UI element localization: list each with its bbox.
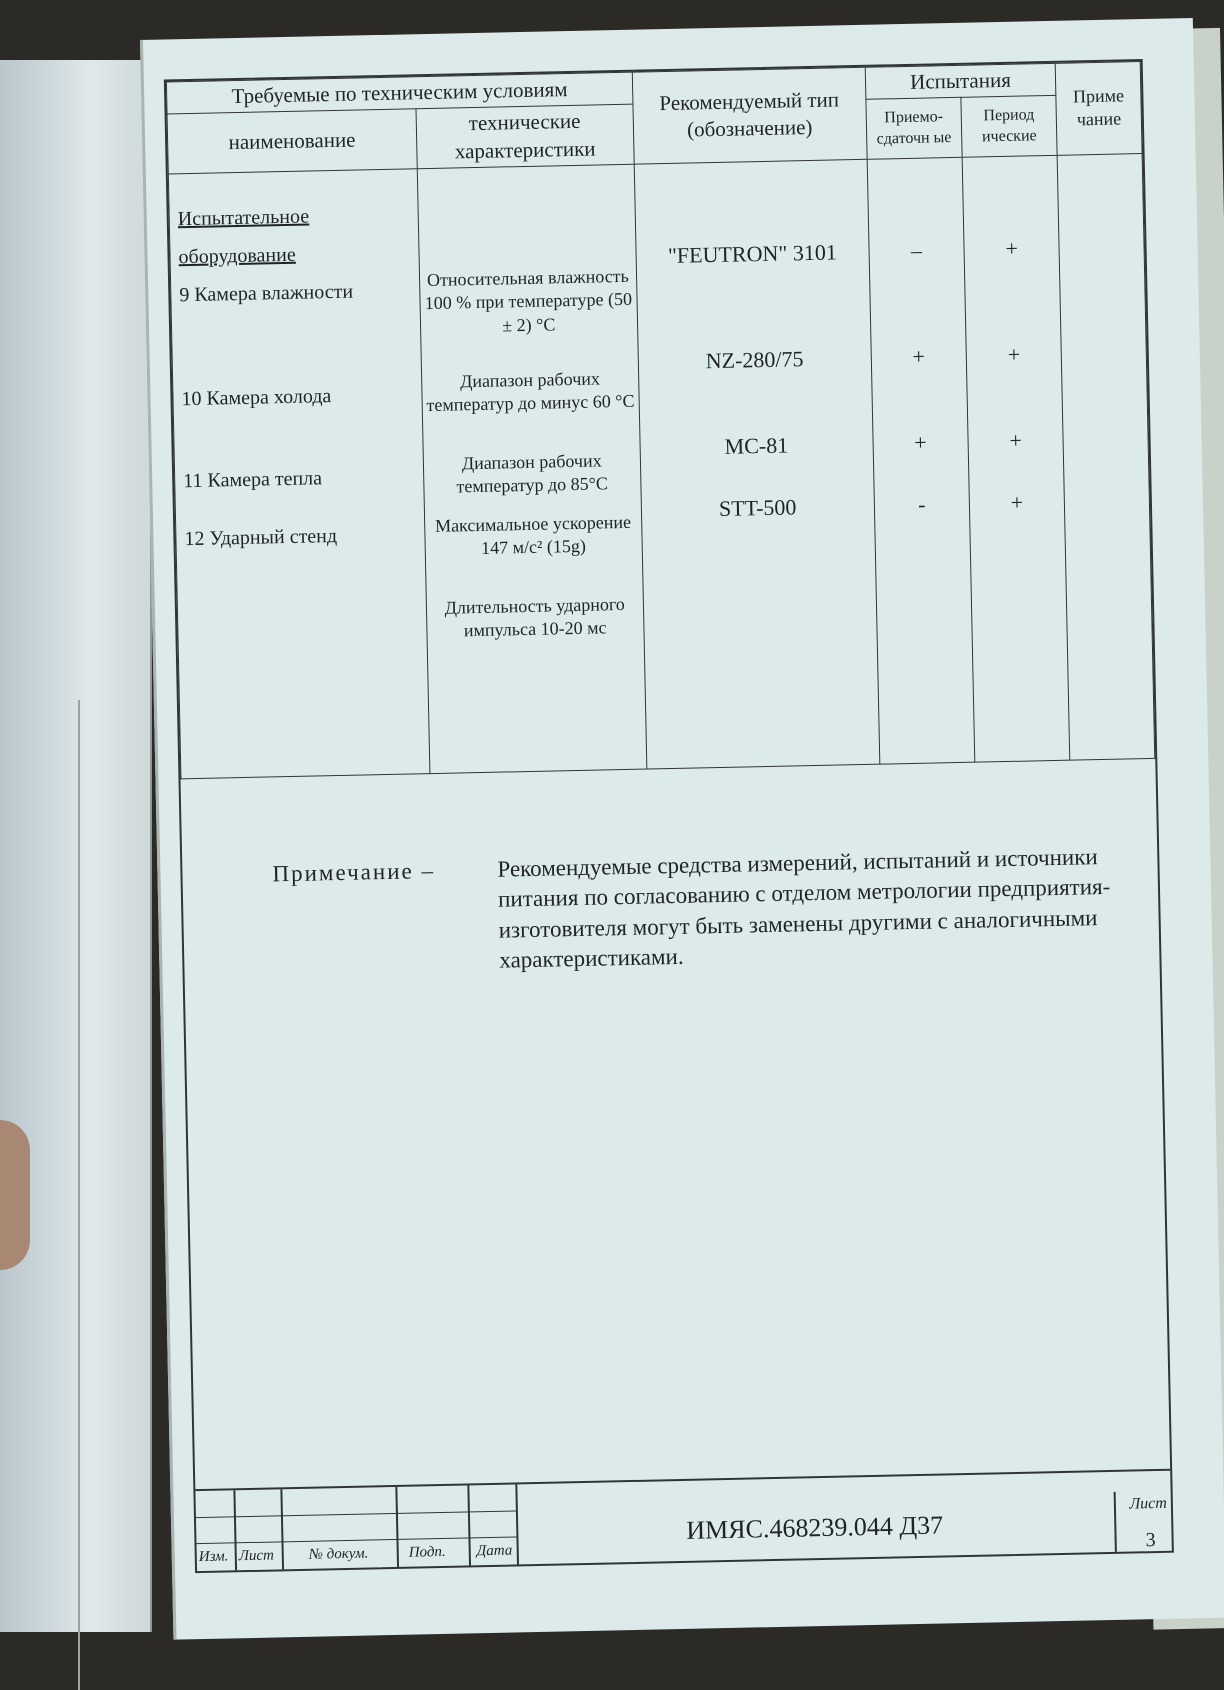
note-text: Рекомендуемые средства измерений, испытаний и источники питания по согласованию с отделом метрологии предприятия-изготовителя могут быть заменены другими с аналогичными характеристиками. [497,844,1111,973]
document-code: ИМЯС.468239.044 Д37 [686,1510,944,1545]
specs-column [417,164,647,773]
periodic-column [962,155,1070,762]
row-11-name: 11 Камера тепла [183,467,323,493]
row-12-spec-pulse: Длительность ударного импульса 10-20 мс [444,593,625,641]
stamp-list: Лист [238,1547,275,1565]
row-10-name: 10 Камера холода [181,384,332,411]
row-11-acceptance: + [913,429,927,455]
equipment-table [166,61,1155,779]
note-block [272,841,1152,973]
sheet-label: Лист [1129,1494,1168,1513]
row-10-spec: Диапазон рабочих температур до минус 60 °С [426,368,635,416]
row-10-periodic: + [1007,341,1021,367]
row-10-type: NZ-280/75 [705,346,804,374]
row-9-spec: Относительная влажность 100 % при температуре (50 ± 2) °С [424,265,633,336]
stamp-doc-no: № докум. [308,1545,369,1563]
stamp-izm: Изм. [198,1548,229,1566]
table-body-row [168,153,1154,778]
row-11-periodic: + [1009,427,1023,453]
name-column [168,169,429,779]
thumb [0,1120,30,1270]
row-9-type: "FEUTRON" 3101 [667,239,838,268]
page-frame [164,59,1174,1573]
document-page [140,18,1224,1640]
row-12-periodic: + [1010,489,1024,515]
stamp-date: Дата [476,1542,513,1560]
row-11-type: МС-81 [724,432,789,459]
header-name: наименование [167,109,417,174]
section-title-line2: оборудование [178,243,296,269]
row-9-name: 9 Камера влажности [179,280,354,307]
row-12-name: 12 Ударный стенд [184,524,338,551]
header-acceptance: Приемо-сдаточн ые [866,98,962,160]
left-page-frame-line [78,700,80,1690]
row-10-acceptance: + [912,343,926,369]
header-specs: технические характеристики [416,104,634,168]
row-9-periodic: + [1005,235,1019,261]
section-title-line1: Испытательное [177,205,310,231]
sheet-number: 3 [1145,1529,1156,1552]
note-label: Примечание – [272,858,436,887]
stamp-sign: Подп. [408,1543,446,1561]
row-12-spec: Максимальное ускорение 147 м/с² (15g) [434,511,632,559]
note-column [1057,153,1154,760]
header-requirements-group: Требуемые по техническим условиям [166,72,632,114]
acceptance-column [867,157,975,764]
row-11-spec: Диапазон рабочих температур до 85°С [456,450,609,497]
header-periodic: Период ические [961,96,1058,158]
title-block-grid [195,1484,517,1571]
row-12-type: STT-500 [718,494,797,521]
row-9-acceptance: – [910,237,923,263]
header-note: Приме чание [1055,62,1142,156]
header-tests-group: Испытания [865,63,1056,99]
header-recommended-type: Рекомендуемый тип (обозначение) [632,67,867,164]
row-12-acceptance: - [917,491,926,517]
left-page-edge [0,60,152,1632]
type-column [634,159,880,769]
title-block [195,1469,1172,1571]
